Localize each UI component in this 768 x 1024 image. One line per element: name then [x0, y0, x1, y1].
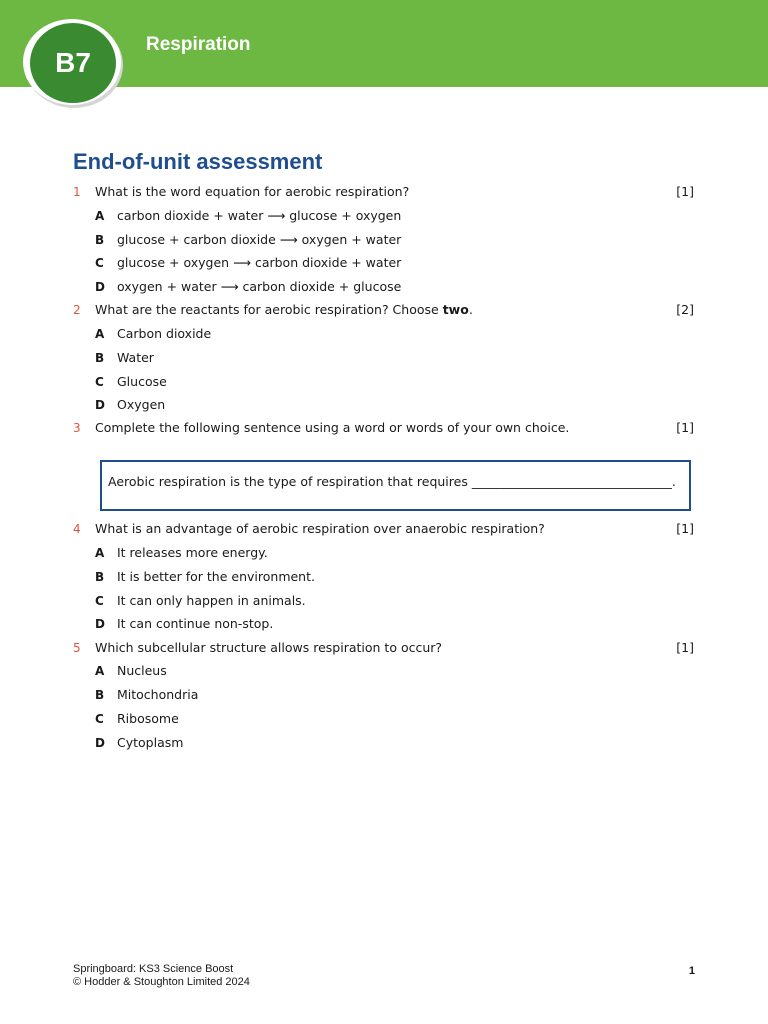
option-letter: C — [95, 712, 104, 726]
unit-title: Respiration — [146, 34, 251, 55]
question-text: What is an advantage of aerobic respiration over anaerobic respiration? — [95, 521, 545, 536]
option-text: carbon dioxide + water ⟶ glucose + oxygen — [117, 208, 402, 223]
question-number: 2 — [73, 303, 81, 317]
question-3 — [0, 418, 768, 438]
answer-sentence: Aerobic respiration is the type of respiration that requires ________________________________. — [108, 474, 676, 489]
option-letter: A — [95, 546, 105, 560]
option-text: It releases more energy. — [117, 545, 268, 560]
unit-badge: B7 — [30, 23, 116, 103]
question-emphasis: two — [442, 302, 469, 317]
option-text: glucose + carbon dioxide ⟶ oxygen + water — [117, 232, 402, 247]
question-marks: [1] — [676, 420, 694, 435]
option-row[interactable] — [0, 372, 768, 392]
option-letter: C — [95, 594, 104, 608]
option-text: Cytoplasm — [117, 735, 184, 750]
option-text: oxygen + water ⟶ carbon dioxide + glucose — [117, 279, 402, 294]
option-letter: C — [95, 256, 104, 270]
option-text: It can only happen in animals. — [117, 593, 306, 608]
question-number: 3 — [73, 421, 81, 435]
option-row[interactable] — [0, 230, 768, 250]
question-number: 5 — [73, 641, 81, 655]
option-row[interactable] — [0, 206, 768, 226]
question-number: 1 — [73, 185, 81, 199]
option-row[interactable] — [0, 543, 768, 563]
option-letter: B — [95, 351, 105, 365]
option-text: Nucleus — [117, 663, 167, 678]
option-letter: A — [95, 209, 105, 223]
option-row[interactable] — [0, 709, 768, 729]
option-row[interactable] — [0, 253, 768, 273]
option-row[interactable] — [0, 277, 768, 297]
option-row[interactable] — [0, 661, 768, 681]
question-5 — [0, 638, 768, 658]
question-marks: [1] — [676, 184, 694, 199]
option-letter: A — [95, 327, 105, 341]
option-text: Carbon dioxide — [117, 326, 212, 341]
option-text: Glucose — [117, 374, 167, 389]
question-1 — [0, 182, 768, 202]
option-text: glucose + oxygen ⟶ carbon dioxide + water — [117, 255, 402, 270]
option-letter: B — [95, 688, 105, 702]
question-marks: [1] — [676, 640, 694, 655]
option-letter: A — [95, 664, 105, 678]
option-text: It can continue non-stop. — [117, 616, 274, 631]
page-title: End-of-unit assessment — [73, 149, 323, 174]
question-text: What is the word equation for aerobic respiration? — [95, 184, 410, 199]
option-letter: D — [95, 280, 105, 294]
question-text: What are the reactants for aerobic respiration? Choose two. — [95, 302, 473, 317]
option-letter: B — [95, 570, 105, 584]
question-marks: [1] — [676, 521, 694, 536]
option-text: Ribosome — [117, 711, 179, 726]
question-text: Complete the following sentence using a word or words of your own choice. — [95, 420, 570, 435]
option-row[interactable] — [0, 324, 768, 344]
question-text: Which subcellular structure allows respiration to occur? — [95, 640, 443, 655]
option-row[interactable] — [0, 348, 768, 368]
option-row[interactable] — [0, 395, 768, 415]
option-letter: D — [95, 736, 105, 750]
option-row[interactable] — [0, 685, 768, 705]
option-row[interactable] — [0, 591, 768, 611]
footer-copyright: © Hodder & Stoughton Limited 2024 — [73, 976, 250, 988]
option-letter: D — [95, 617, 105, 631]
question-2 — [0, 300, 768, 320]
footer — [73, 963, 250, 989]
option-letter: B — [95, 233, 105, 247]
page-number: 1 — [688, 965, 695, 977]
option-text: It is better for the environment. — [117, 569, 315, 584]
option-text: Mitochondria — [117, 687, 199, 702]
option-row[interactable] — [0, 567, 768, 587]
footer-publication: Springboard: KS3 Science Boost — [73, 963, 234, 975]
option-row[interactable] — [0, 733, 768, 753]
option-text: Water — [117, 350, 154, 365]
option-text: Oxygen — [117, 397, 166, 412]
option-row[interactable] — [0, 614, 768, 634]
option-letter: C — [95, 375, 104, 389]
question-4 — [0, 519, 768, 539]
answer-box[interactable] — [100, 460, 691, 511]
question-number: 4 — [73, 522, 81, 536]
option-letter: D — [95, 398, 105, 412]
question-marks: [2] — [676, 302, 694, 317]
